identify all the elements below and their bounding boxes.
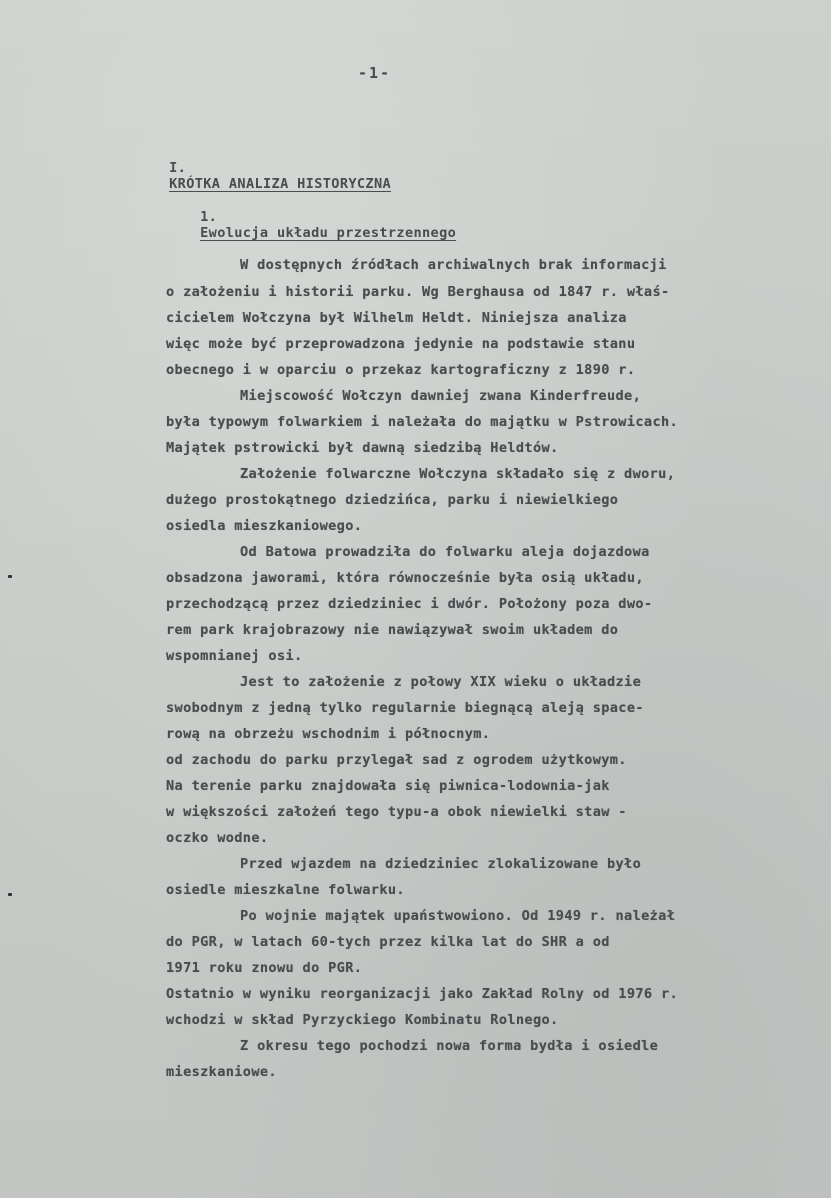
text-line: przechodzącą przez dziedziniec i dwór. Położony poza dwo-: [166, 596, 653, 612]
text-line: Ostatnio w wyniku reorganizacji jako Zakład Rolny od 1976 r.: [166, 986, 679, 1002]
text-line: dużego prostokątnego dziedzińca, parku i niewielkiego: [166, 492, 619, 508]
text-line: o założeniu i historii parku. Wg Berghausa od 1847 r. właś-: [166, 284, 670, 300]
text-line: 1971 roku znowu do PGR.: [166, 960, 363, 976]
text-line: wspomnianej osi.: [166, 648, 303, 664]
text-line: oczko wodne.: [166, 830, 269, 846]
section-number: I.: [169, 160, 187, 176]
text-line: do PGR, w latach 60-tych przez kilka lat do SHR a od: [166, 934, 610, 950]
text-line: mieszkaniowe.: [166, 1064, 277, 1080]
text-line: Po wojnie majątek upaństwowiono. Od 1949 r. należał: [240, 908, 676, 924]
text-line: Przed wjazdem na dziedziniec zlokalizowane było: [240, 856, 642, 872]
text-line: Na terenie parku znajdowała się piwnica-lodownia-jak: [166, 778, 610, 794]
text-line: więc może być przeprowadzona jedynie na podstawie stanu: [166, 336, 636, 352]
text-line: w większości założeń tego typu-a obok niewielki staw -: [166, 804, 627, 820]
subsection-number: 1.: [200, 209, 218, 225]
text-line: Założenie folwarczne Wołczyna składało się z dworu,: [240, 466, 676, 482]
text-line: W dostępnych źródłach archiwalnych brak informacji: [240, 257, 667, 273]
text-line: od zachodu do parku przylegał sad z ogrodem użytkowym.: [166, 752, 627, 768]
text-line: obsadzona jaworami, która równocześnie była osią układu,: [166, 570, 644, 586]
text-line: rową na obrzeżu wschodnim i północnym.: [166, 726, 491, 742]
text-line: Od Batowa prowadziła do folwarku aleja dojazdowa: [240, 544, 650, 560]
text-line: cicielem Wołczyna był Wilhelm Heldt. Niniejsza analiza: [166, 310, 627, 326]
margin-mark: [8, 575, 12, 578]
text-line: Majątek pstrowicki był dawną siedzibą Heldtów.: [166, 440, 559, 456]
page-number: -1-: [358, 64, 392, 82]
text-line: Miejscowość Wołczyn dawniej zwana Kinderfreude,: [240, 388, 642, 404]
text-line: była typowym folwarkiem i należała do majątku w Pstrowicach.: [166, 414, 679, 430]
text-line: rem park krajobrazowy nie nawiązywał swoim układem do: [166, 622, 619, 638]
text-line: osiedla mieszkaniowego.: [166, 518, 363, 534]
text-line: osiedle mieszkalne folwarku.: [166, 882, 405, 898]
margin-mark: [8, 893, 12, 896]
text-line: Z okresu tego pochodzi nowa forma bydła i osiedle: [240, 1038, 659, 1054]
subsection-title: Ewolucja układu przestrzennego: [200, 225, 457, 241]
text-line: Jest to założenie z połowy XIX wieku o układzie: [240, 674, 642, 690]
text-line: obecnego i w oparciu o przekaz kartograficzny z 1890 r.: [166, 362, 636, 378]
text-line: wchodzi w skład Pyrzyckiego Kombinatu Rolnego.: [166, 1012, 559, 1028]
text-line: swobodnym z jedną tylko regularnie biegnącą aleją space-: [166, 700, 644, 716]
section-title: KRÓTKA ANALIZA HISTORYCZNA: [169, 176, 392, 192]
subsection-heading: [166, 193, 456, 257]
